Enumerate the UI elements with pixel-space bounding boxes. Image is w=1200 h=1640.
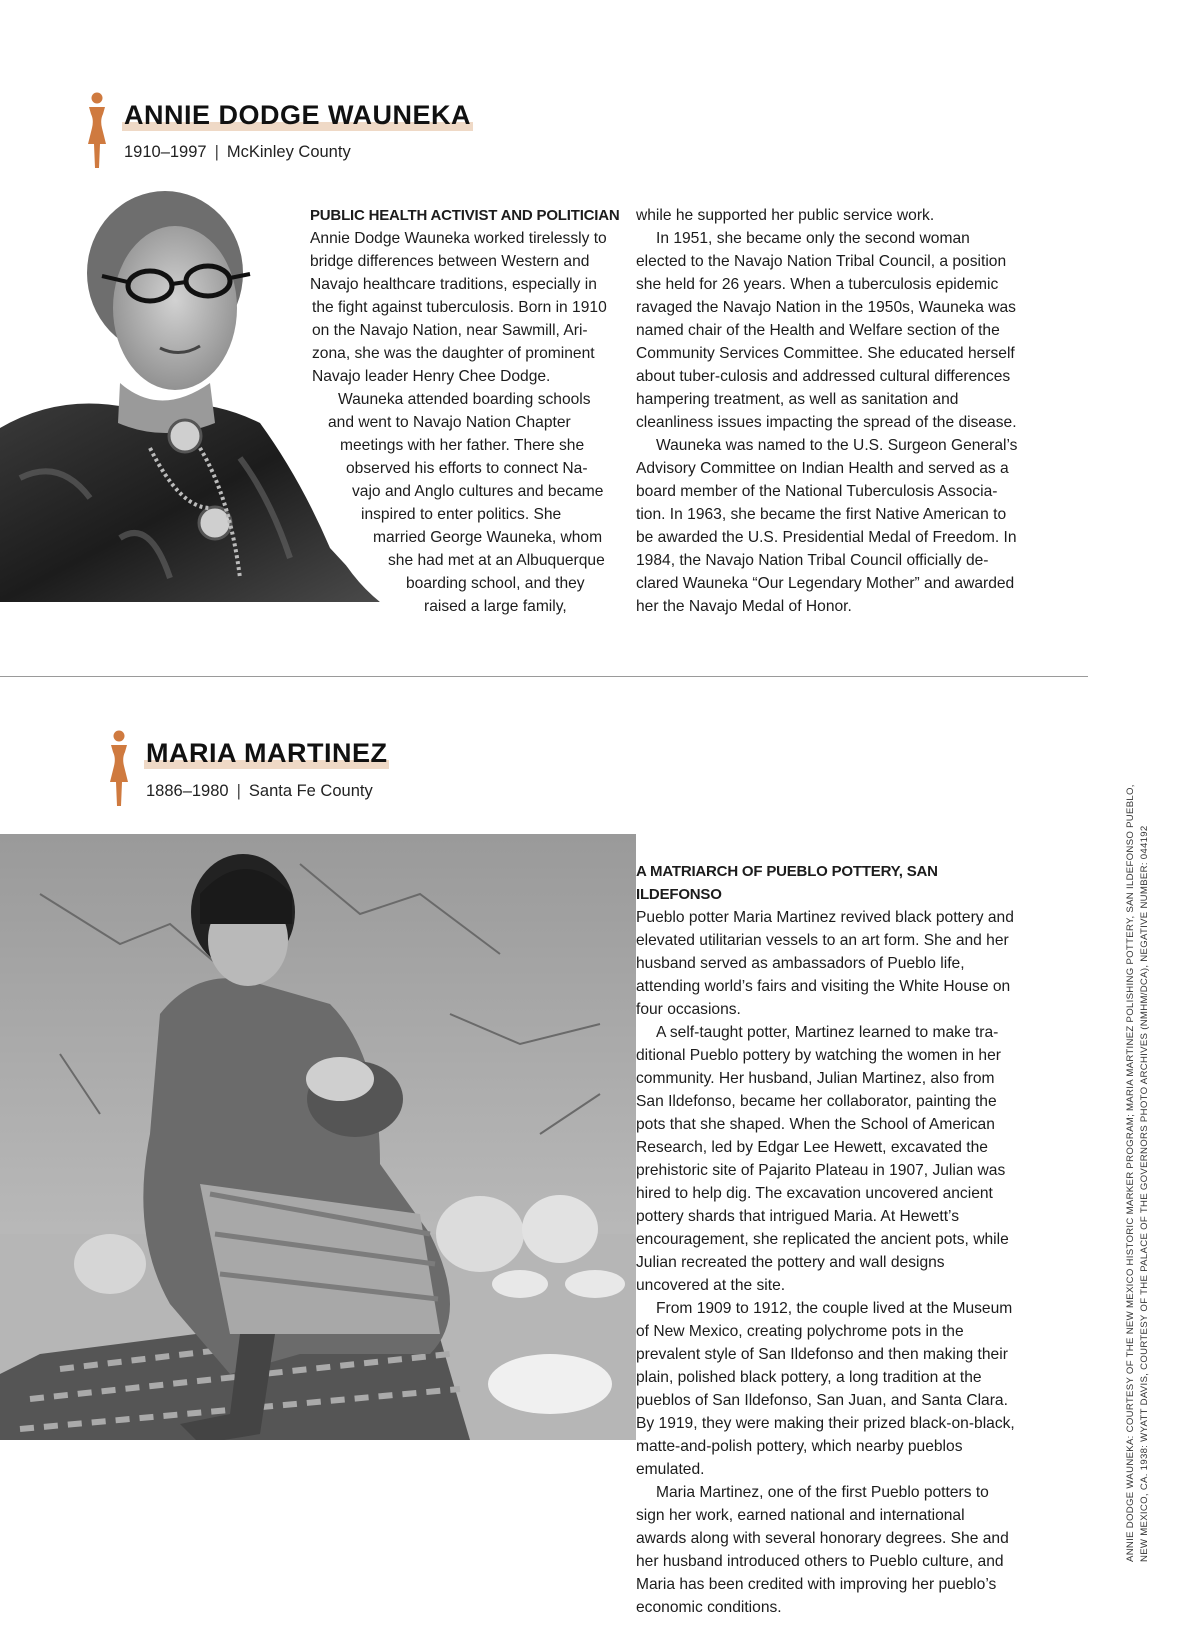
text-line: Navajo leader Henry Chee Dodge. [312,368,551,385]
profile-text-column-2 [636,204,1018,618]
years: 1910–1997 [124,143,207,161]
profile-heading: PUBLIC HEALTH ACTIVIST AND POLITICIAN [310,207,620,224]
credit-line: ANNIE DODGE WAUNEKA: COURTESY OF THE NEW MEXICO HISTORIC MARKER PROGRAM; MARIA MARTINEZ POLISHING POTTERY, SAN ILDEFONSO PUEBLO, [1125,784,1136,1562]
profile-dates: 1910–1997 | McKinley County [124,143,351,161]
text-line: inspired to enter politics. She [361,506,562,523]
text-line: the fight against tuberculosis. Born in 1910 [312,299,607,316]
text-line: married George Wauneka, whom [373,529,603,546]
text-line: raised a large family, [424,598,567,615]
text-line: zona, she was the daughter of prominent [312,345,595,362]
profile-text-column-1 [310,204,620,618]
profile-dates: 1886–1980 | Santa Fe County [146,782,373,800]
profile-text [636,860,1018,1619]
text-line: vajo and Anglo cultures and became [352,483,604,500]
woman-figure-icon [86,92,108,170]
text-line: Wauneka attended boarding schools [338,391,591,408]
county: Santa Fe County [248,782,373,800]
profile-name: MARIA MARTINEZ [146,738,388,768]
profile-name: ANNIE DODGE WAUNEKA [124,100,472,130]
county: McKinley County [226,143,351,161]
paragraph: Wauneka was named to the U.S. Surgeon General’s Advisory Committee on Indian Health and served as a board member of the National Tuberculosis Associa-tion. In 1963, she became the first Native American to be awarded the U.S. Presidential Medal of Freedom. In 1984, the Navajo Nation Tribal Council officially de-clared Wauneka “Our Legendary Mother” and awarded her the Navajo Medal of Honor. [636,437,1018,615]
paragraph: In 1951, she became only the second woman elected to the Navajo Nation Tribal Council, a position she held for 26 years. When a tuberculosis epidemic ravaged the Navajo Nation in the 1950s, Wauneka was named chair of the Health and Welfare section of the Community Services Committee. She educated herself about tuber-culosis and addressed cultural differences hampering treatment, as well as sanitation and cleanliness issues impacting the spread of the disease. [636,230,1017,431]
photo-credit [1124,682,1152,1562]
text-line: Annie Dodge Wauneka worked tirelessly to [310,230,607,247]
paragraph: Pueblo potter Maria Martinez revived black pottery and elevated utilitarian vessels to an art form. She and her husband served as ambassadors of Pueblo life, attending world’s fairs and visiting the White House on four occasions. [636,909,1014,1018]
paragraph: while he supported her public service work. [636,207,935,224]
paragraph: Maria Martinez, one of the first Pueblo potters to sign her work, earned national and international awards along with several honorary degrees. She and her husband introduced others to Pueblo culture, and Maria has been credited with improving her pueblo’s economic conditions. [636,1484,1009,1616]
text-line: boarding school, and they [406,575,585,592]
text-line: she had met at an Albuquerque [388,552,605,569]
woman-figure-icon [108,730,130,808]
text-line: meetings with her father. There she [340,437,585,454]
text-line: and went to Navajo Nation Chapter [328,414,571,431]
text-line: observed his efforts to connect Na- [346,460,588,477]
text-line: bridge differences between Western and [310,253,590,270]
years: 1886–1980 [146,782,229,800]
profile-heading: A MATRIARCH OF PUEBLO POTTERY, SAN ILDEFONSO [636,863,938,903]
paragraph: A self-taught potter, Martinez learned to make tra-ditional Pueblo pottery by watching the women in her community. Her husband, Julian Martinez, also from San Ildefonso, became her collaborator, painting the pots that she shaped. When the School of American Research, led by Edgar Lee Hewett, excavated the prehistoric site of Pajarito Plateau in 1907, Julian was hired to help dig. The excavation uncovered ancient pottery shards that intrigued Maria. At Hewett’s encouragement, she replicated the ancient pots, while Julian recreated the pottery and wall designs uncovered at the site. [636,1024,1009,1294]
credit-line: NEW MEXICO, CA. 1938: WYATT DAVIS, COURTESY OF THE PALACE OF THE GOVERNORS PHOTO ARCHIVES (NMHM/DCA), NEGATIVE NUMBER: 044192 [1139,825,1150,1562]
paragraph: From 1909 to 1912, the couple lived at the Museum of New Mexico, creating polychrome pots in the prevalent style of San Ildefonso and then making their plain, polished black pottery, a long tradition at the pueblos of San Ildefonso, San Juan, and Santa Clara. By 1919, they were making their prized black-on-black, matte-and-polish pottery, which nearby pueblos emulated. [636,1300,1015,1478]
pottery-photo [0,834,636,1440]
text-line: Navajo healthcare traditions, especially in [310,276,597,293]
text-line: on the Navajo Nation, near Sawmill, Ari- [312,322,588,339]
section-divider [0,676,1088,677]
